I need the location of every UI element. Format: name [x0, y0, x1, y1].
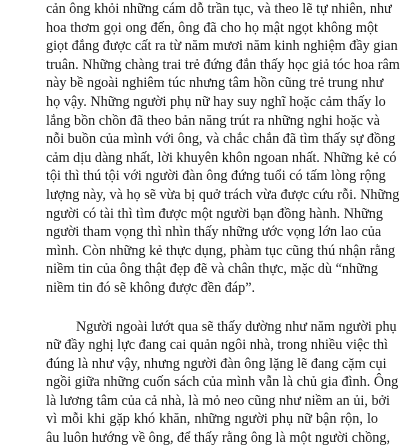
- text-line: âu luôn hướng về ông, để thấy rằng ông là một người chồng,: [46, 430, 391, 447]
- paragraph-1: [46, 0, 400, 298]
- text-line: đúng là như vậy, nhưng người đàn ông lặng lẽ đang cặm cụi: [46, 355, 387, 372]
- text-line: người có tài thì tìm được một người bạn đồng hành. Những: [46, 205, 383, 222]
- text-line: nữ đầy nghị lực đang cai quản ngôi nhà, trong nhiều việc thì: [46, 337, 389, 354]
- text-line: lắng bồn chồn đã theo bản năng trút ra những nghi hoặc và: [46, 112, 380, 129]
- text-line: Người ngoài lướt qua sẽ thấy dường như năm người phụ: [76, 318, 397, 335]
- text-line: là lương tâm của cả nhà, là mỏ neo cũng như niềm an ủi, bởi: [46, 392, 390, 409]
- text-line: lượng này, và họ sẽ vừa bị quở trách vừa được cứu rỗi. Những: [46, 186, 400, 203]
- text-line: niềm tin của ông thật đẹp đẽ và chân thực, mặc dù “những: [46, 261, 378, 278]
- paragraph-spacer: [46, 298, 378, 318]
- text-line: giọt đắng được cất ra từ năm mươi năm kinh nghiệm đầy gian: [46, 38, 398, 55]
- text-line: tội thì thú tội với người đàn ông đứng tuổi có tấm lòng rộng: [46, 168, 386, 185]
- text-line: họ vậy. Những người phụ nữ hay suy nghĩ hoặc cảm thấy lo: [46, 93, 386, 110]
- text-line: mình. Còn những kẻ thực dụng, phàm tục cũng thú nhận rằng: [46, 242, 396, 259]
- text-line: hoa thơm gọi ong đến, ông đã cho họ mật ngọt không một: [46, 19, 378, 36]
- paragraph-2: [46, 318, 399, 448]
- body-text: [46, 0, 400, 448]
- text-line: ngồi giữa những cuốn sách của mình vẫn là chủ gia đình. Ông: [46, 374, 399, 391]
- text-line: này bề ngoài nghiêm túc nhưng tâm hồn cũng trẻ trung như: [46, 75, 384, 92]
- text-line: cảm dịu dàng nhất, lời khuyên khôn ngoan nhất. Những kẻ có: [46, 149, 397, 166]
- text-line: truân. Những chàng trai trẻ đứng đắn thấy học giả tóc hoa râm: [46, 56, 400, 73]
- text-line: niềm tin đó sẽ không được đền đáp”.: [46, 279, 256, 296]
- text-line: vì mỗi khi gặp khó khăn, những người phụ nữ bận rộn, lo: [46, 411, 378, 428]
- text-line: nỗi buồn của mình với ông, và chắc chắn đã tìm thấy sự đồng: [46, 131, 396, 148]
- text-line: người tham vọng thì nhìn thấy những ước vọng lớn lao của: [46, 224, 382, 241]
- text-line: cản ông khỏi những cám dỗ trần tục, và theo lẽ tự nhiên, như: [46, 1, 392, 17]
